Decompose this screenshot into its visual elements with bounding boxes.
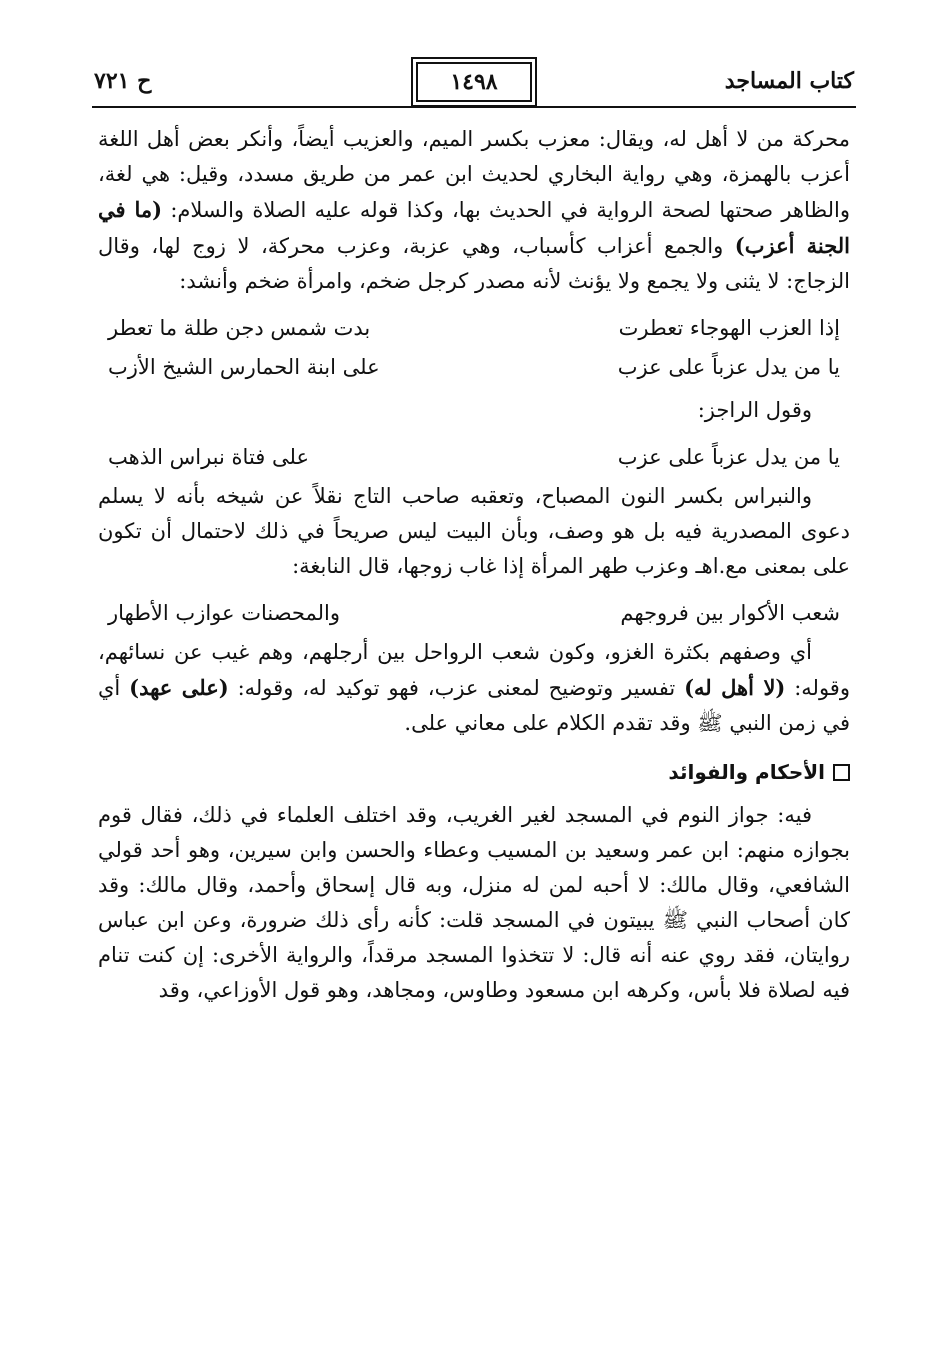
verse-second-hemistich: بدت شمس دجن طلة ما تعطر [108,316,371,340]
paragraph-text: تفسير وتوضيح لمعنى عزب، فهو توكيد له، وقوله: [237,676,676,700]
verse-second-hemistich: على ابنة الحمارس الشيخ الأزب [108,355,380,379]
page-number: ١٤٩٨ [416,62,532,102]
header-divider [92,106,856,108]
verse-second-hemistich: على فتاة نبراس الذهب [108,445,309,469]
paragraph [98,122,850,299]
verse-first-hemistich: إذا العزب الهوجاء تعطرت [618,316,840,340]
paragraph [98,635,850,741]
poetry-verse [108,350,840,385]
section-heading-text: الأحكام والفوائد [668,760,825,784]
paragraph: فيه: جواز النوم في المسجد لغير الغريب، وقد اختلف العلماء في ذلك، فقال قوم بجوازه منهم: ابن عمر وسعيد بن المسيب وعطاء والحسن وابن سيرين، وهو أحد قولي الشافعي، وقال مالك: لا أحبه لمن له منزل، وبه قال إسحاق وأحمد، وقال مالك: وقد كان أصحاب النبي ﷺ يبيتون في المسجد قلت: كأنه رأى ذلك ضرورة، وعن ابن عباس روايتان، فقد روي عنه أنه قال: لا تتخذوا المسجد مرقداً، والرواية الأخرى: إن كنت تنام فيه لصلاة فلا بأس، وكرهه ابن مسعود وطاوس، ومجاهد، وهو قول الأوزاعي، وقد [98,803,850,1002]
hadith-quote: (لا أهل له) [684,675,786,700]
page-header [92,62,856,110]
verse-first-hemistich: يا من يدل عزباً على عزب [617,355,840,379]
poetry-verse [108,596,840,631]
verse-first-hemistich: يا من يدل عزباً على عزب [617,445,840,469]
verse-first-hemistich: شعب الأكوار بين فروجهم [620,601,840,625]
poetry-verse [108,440,840,475]
paragraph-text: أي وصفهم بكثرة الغزو، وكون شعب الرواحل بين أرجلهم، وهم غيب عن نسائهم، وقوله: [98,640,850,700]
page-body [98,122,850,1008]
paragraph-text: والجمع أعزاب كأسباب، وهي عزبة، وعزب محركة، لا زوج لها، وقال الزجاج: لا يثنى ولا يجمع ولا يؤنث لأنه مصدر كرجل ضخم، وامرأة ضخم وأنشد: [98,234,850,293]
paragraph: والنبراس بكسر النون المصباح، وتعقبه صاحب التاج نقلاً عن شيخه بأنه لا يسلم دعوى المصدرية فيه بل هو وصف، وبأن البيت ليس صريحاً في ذلك لاحتمال أن تكون على بمعنى مع.اهـ وعزب طهر المرأة إذا غاب زوجها، قال النابغة: [98,484,850,578]
paragraph-text: أي في زمن النبي ﷺ وقد تقدم الكلام على معاني على. [98,676,850,735]
hadith-quote: (ما في الجنة أعزب) [98,197,850,258]
square-bullet-icon [833,764,850,781]
paragraph-text: محركة من لا أهل له، ويقال: معزب بكسر الميم، والعزيب أيضاً، وأنكر بعض أهل اللغة أعزب بالهمزة، وهي رواية البخاري لحديث ابن عمر من طريق مسدد، وقيل: هي لغة، والظاهر صحتها لصحة الرواية في الحديث بها، وكذا قوله عليه الصلاة والسلام: [98,127,850,222]
verse-second-hemistich: والمحصنات عوازب الأطهار [108,601,341,625]
hadith-quote: (على عهد) [129,675,229,700]
book-title: كتاب المساجد [724,68,854,94]
section-heading [98,755,850,790]
poetry-verse [108,311,840,346]
chapter-reference: ح ٧٢١ [94,68,152,94]
rajiz-intro: وقول الراجز: [697,398,812,422]
